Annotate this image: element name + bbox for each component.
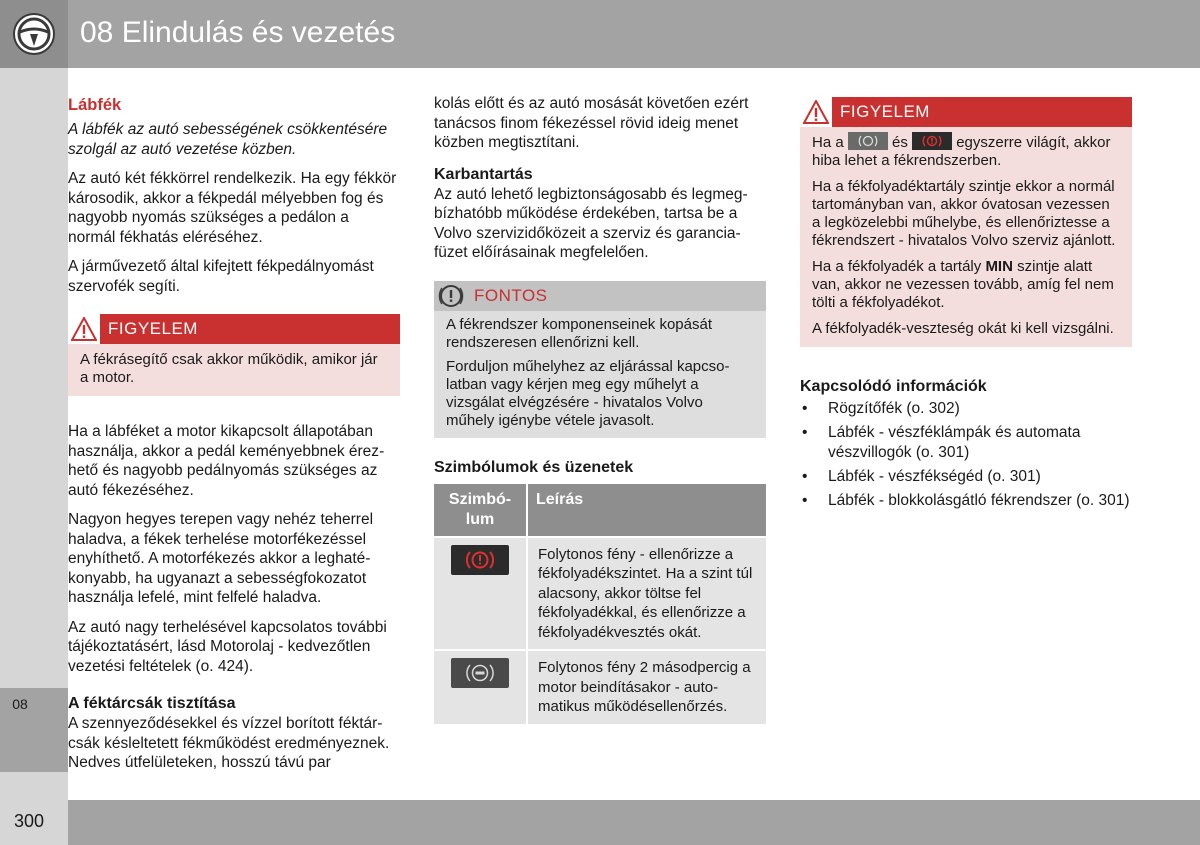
table-cell-description: Folytonos fény - ellenőrizze a fékfolyadékszintet. Ha a szint túl alacsony, akkor töltse fel fékfolyadékkal, és ellenőrizze a fékfolyadékvesztés okát. — [527, 537, 766, 651]
column-3 — [800, 97, 1132, 515]
section-heading: Lábfék — [68, 96, 122, 114]
paragraph: Az autó nagy terhelésével kapcsolatos további tájékoztatásért, lásd Motorolaj - kedvezőtlen vezetési feltételek (o. 424). — [68, 618, 387, 675]
warning-text-part: szintje alatt van, akkor ne vezessen tovább, amíg fel nem tölti a fékfolyadékot. — [812, 258, 1114, 312]
related-link[interactable] — [800, 423, 1132, 462]
page-footer — [0, 800, 1200, 845]
warning-title: FIGYELEM — [108, 319, 198, 338]
related-list — [800, 399, 1132, 510]
paragraph: Az autó lehető legbiztonságosabb és legmegbízhatóbb működése érdekében, tartsa be a Volvo szervizidőközeit a szerviz és garanciafüzet előírásainak megfelelően. — [434, 185, 748, 261]
abs-warning-icon — [451, 658, 509, 688]
warning-text-part: Ha a — [812, 134, 844, 151]
table-cell-description: Folytonos fény 2 másodpercig a motor beindításakor - automatikus működésellenőrzés. — [527, 650, 766, 724]
column-2 — [434, 94, 766, 724]
bullet: • — [802, 467, 808, 485]
important-body — [434, 311, 766, 438]
table-header-description: Leírás — [527, 484, 766, 537]
bullet: • — [802, 491, 808, 509]
warning-text — [812, 134, 1120, 170]
abs-warning-icon — [848, 132, 888, 150]
paragraph: Ha a lábféket a motor kikapcsolt állapotában használja, akkor a pedál keményebbnek érezhető és nagyobb pedálnyomás szükséges az autó fékezéséhez. — [68, 423, 385, 499]
table-row — [434, 537, 766, 651]
sidebar-strip — [0, 68, 68, 688]
warning-text: Ha a fékfolyadéktartály szintje ekkor a normál tartományban van, akkor óvatosan vezessen a legközelebbi műhelybe, és ellenőriztesse a fékrendszert - hivatalos Volvo szerviz ajánlott. — [812, 178, 1116, 250]
header-logo-box — [0, 0, 68, 68]
warning-text-part: és — [892, 134, 908, 151]
chapter-tab-label: 08 — [12, 696, 28, 712]
paragraph: A szennyeződésekkel és vízzel borított féktárcsák késleltetett fékműködést eredményeznek. Nedves útfelületeken, hosszú távú par — [68, 715, 390, 771]
warning-text-part: akkor hiba lehet a fékrendszerben. — [812, 134, 1111, 170]
paragraph: kolás előtt és az autó mosását követően ezért tanácsos finom fékezéssel rövid ideig menet közben megtisztítani. — [434, 95, 749, 151]
paragraph: A járművezető által kifejtett fékpedálnyomást szervofék segíti. — [68, 258, 374, 295]
related-link[interactable] — [800, 491, 1132, 511]
bullet: • — [802, 400, 808, 418]
bullet: • — [802, 424, 808, 442]
important-header — [434, 281, 766, 311]
sidebar-strip-lower — [0, 772, 68, 800]
page-number: 300 — [14, 811, 45, 831]
warning-text: A fékrásegítő csak akkor működik, amikor jár a motor. — [80, 351, 378, 386]
important-title: FONTOS — [474, 285, 548, 305]
brake-warning-icon — [451, 545, 509, 575]
warning-body — [68, 344, 400, 396]
warning-header — [800, 97, 1132, 127]
table-cell-symbol — [434, 537, 527, 651]
warning-text: A fékfolyadék-veszteség okát ki kell vizsgálni. — [812, 320, 1114, 338]
warning-text-part: egyszerre világít, — [956, 134, 1070, 151]
warning-text-part: Ha a fékfolyadék a tartály — [812, 258, 982, 276]
symbols-table — [434, 484, 766, 724]
brake-warning-icon — [912, 132, 952, 150]
warning-triangle-icon — [800, 97, 832, 127]
warning-header — [68, 314, 400, 344]
subheading: A féktárcsák tisztítása — [68, 695, 236, 712]
important-text: Forduljon műhelyhez az eljárással kapcsolatban vagy kérjen meg egy műhelyt a vizsgálat elvégzésére - hivatalos Volvo műhely igénybe vétele javasolt. — [446, 357, 730, 429]
table-header-symbol: Szimbólum — [434, 484, 527, 537]
subheading: Szimbólumok és üzenetek — [434, 458, 634, 476]
warning-text — [812, 258, 1120, 312]
steering-wheel-icon — [12, 12, 56, 56]
related-heading: Kapcsolódó információk — [800, 378, 987, 396]
important-box — [434, 281, 766, 438]
important-exclamation-icon — [438, 284, 464, 308]
paragraph: Nagyon hegyes terepen vagy nehéz teherrel haladva, a fékek terhelése motorfékezéssel enyhíthető. A motorfékezés akkor a leghatékonyabb, ha ugyanazt a sebességfokozatot használja lefelé, mint felfelé haladva. — [68, 511, 374, 606]
column-1 — [68, 94, 400, 773]
warning-title: FIGYELEM — [840, 102, 930, 121]
warning-text-emphasis: MIN — [985, 258, 1013, 276]
warning-body — [800, 127, 1132, 347]
related-link[interactable] — [800, 467, 1132, 487]
table-header-row — [434, 484, 766, 537]
chapter-tab — [0, 688, 68, 772]
warning-triangle-icon — [68, 314, 100, 344]
warning-box — [800, 97, 1132, 347]
subheading: Karbantartás — [434, 165, 533, 183]
table-cell-symbol — [434, 650, 527, 724]
related-link-text[interactable]: Lábfék - vészféklámpák és automata vészvillogók (o. 301) — [828, 424, 1081, 461]
table-row — [434, 650, 766, 724]
important-text: A fékrendszer komponenseinek kopását rendszeresen ellenőrizni kell. — [446, 315, 712, 351]
related-link-text[interactable]: Lábfék - vészfékségéd (o. 301) — [828, 467, 1041, 485]
related-link[interactable] — [800, 399, 1132, 419]
page-header — [0, 0, 1200, 68]
page-number-box — [0, 800, 68, 845]
chapter-title: 08 Elindulás és vezetés — [80, 16, 396, 49]
section-intro: A lábfék az autó sebességének csökkentésére szolgál az autó vezetése közben. — [68, 121, 388, 158]
warning-box — [68, 314, 400, 396]
related-link-text[interactable]: Lábfék - blokkolásgátló fékrendszer (o. 301) — [828, 491, 1130, 509]
paragraph: Az autó két fékkörrel rendelkezik. Ha egy fékkör károsodik, akkor a fékpedál mélyebben fog és nagyobb nyomás szükséges a pedálon a normál fékhatás eléréséhez. — [68, 170, 397, 246]
related-link-text[interactable]: Rögzítőfék (o. 302) — [828, 400, 960, 418]
